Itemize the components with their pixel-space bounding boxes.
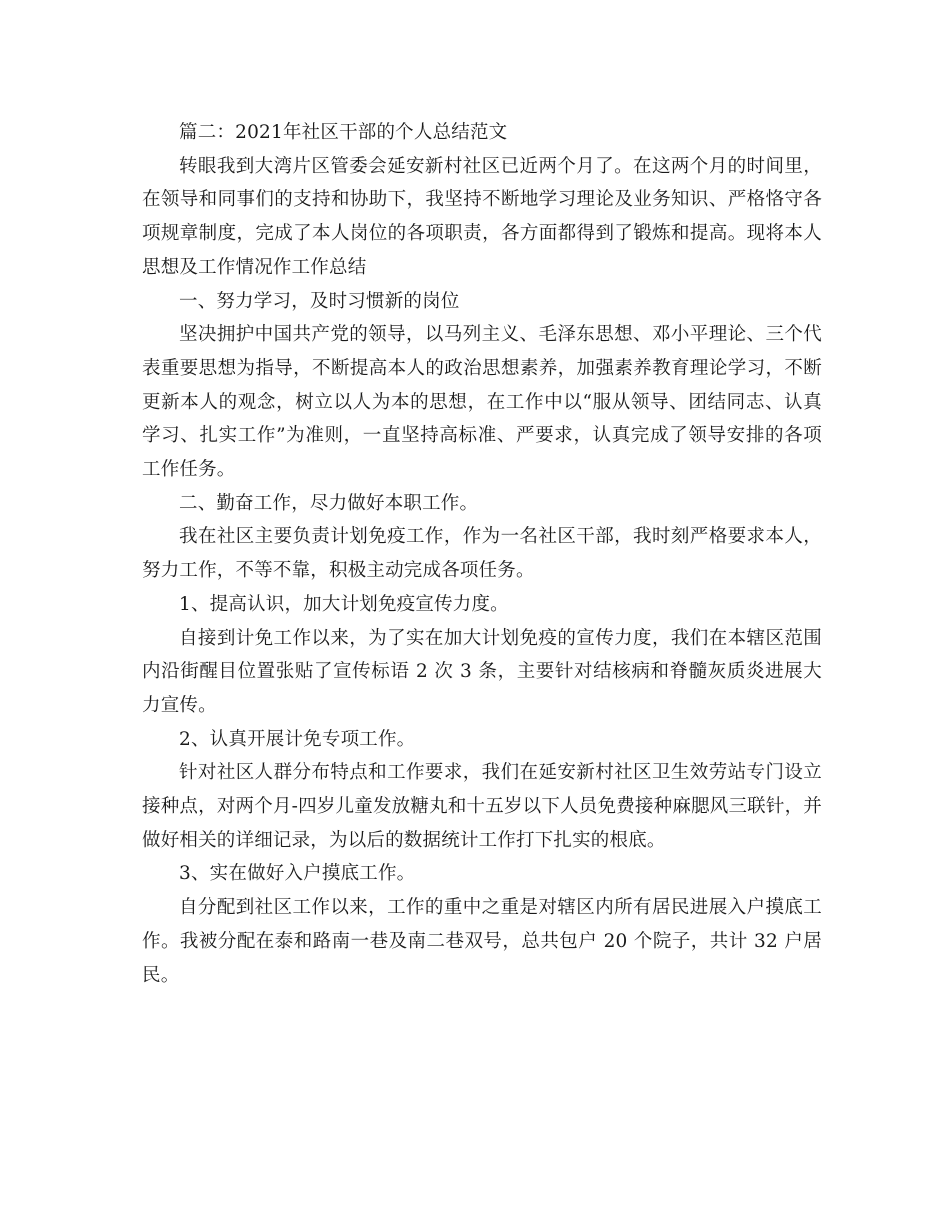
paragraph-study: 坚决拥护中国共产党的领导，以马列主义、毛泽东思想、邓小平理论、三个代表重要思想为指导，不断提高本人的政治思想素养，加强素养教育理论学习，不断更新本人的观念，树立以人为本的思想，在工作中以“服从领导、团结同志、认真学习、扎实工作”为准则，一直坚持高标准、严要求，认真完成了领导安排的各项工作任务。	[142, 324, 822, 481]
document-body	[142, 116, 822, 992]
paragraph-awareness: 自接到计免工作以来，为了实在加大计划免疫的宣传力度，我们在本辖区范围内沿街醒目位置张贴了宣传标语 2 次 3 条，主要针对结核病和脊髓灰质炎进展大力宣传。	[142, 627, 822, 716]
document-title: 篇二：2021年社区干部的个人总结范文	[179, 122, 508, 143]
section-heading-work: 二、勤奋工作，尽力做好本职工作。	[179, 492, 479, 514]
paragraph-special-work: 针对社区人群分布特点和工作要求，我们在延安新村社区卫生效劳站专门设立接种点，对两个月-四岁儿童发放糖丸和十五岁以下人员免费接种麻腮风三联针，并做好相关的详细记录，为以后的数据统计工作打下扎实的根底。	[142, 762, 822, 851]
subheading-special-work: 2、认真开展计免专项工作。	[179, 728, 416, 750]
subheading-household-survey: 3、实在做好入户摸底工作。	[179, 863, 416, 885]
paragraph-household-survey: 自分配到社区工作以来，工作的重中之重是对辖区内所有居民进展入户摸底工作。我被分配在泰和路南一巷及南二巷双号，总共包户 20 个院子，共计 32 户居民。	[142, 897, 822, 986]
section-heading-study: 一、努力学习，及时习惯新的岗位	[179, 290, 460, 312]
paragraph-work: 我在社区主要负责计划免疫工作，作为一名社区干部，我时刻严格要求本人，努力工作，不等不靠，积极主动完成各项任务。	[142, 526, 822, 582]
subheading-awareness: 1、提高认识，加大计划免疫宣传力度。	[179, 593, 509, 615]
paragraph-intro: 转眼我到大湾片区管委会延安新村社区已近两个月了。在这两个月的时间里，在领导和同事们的支持和协助下，我坚持不断地学习理论及业务知识、严格恪守各项规章制度，完成了本人岗位的各项职责，各方面都得到了锻炼和提高。现将本人思想及工作情况作工作总结	[142, 155, 822, 278]
